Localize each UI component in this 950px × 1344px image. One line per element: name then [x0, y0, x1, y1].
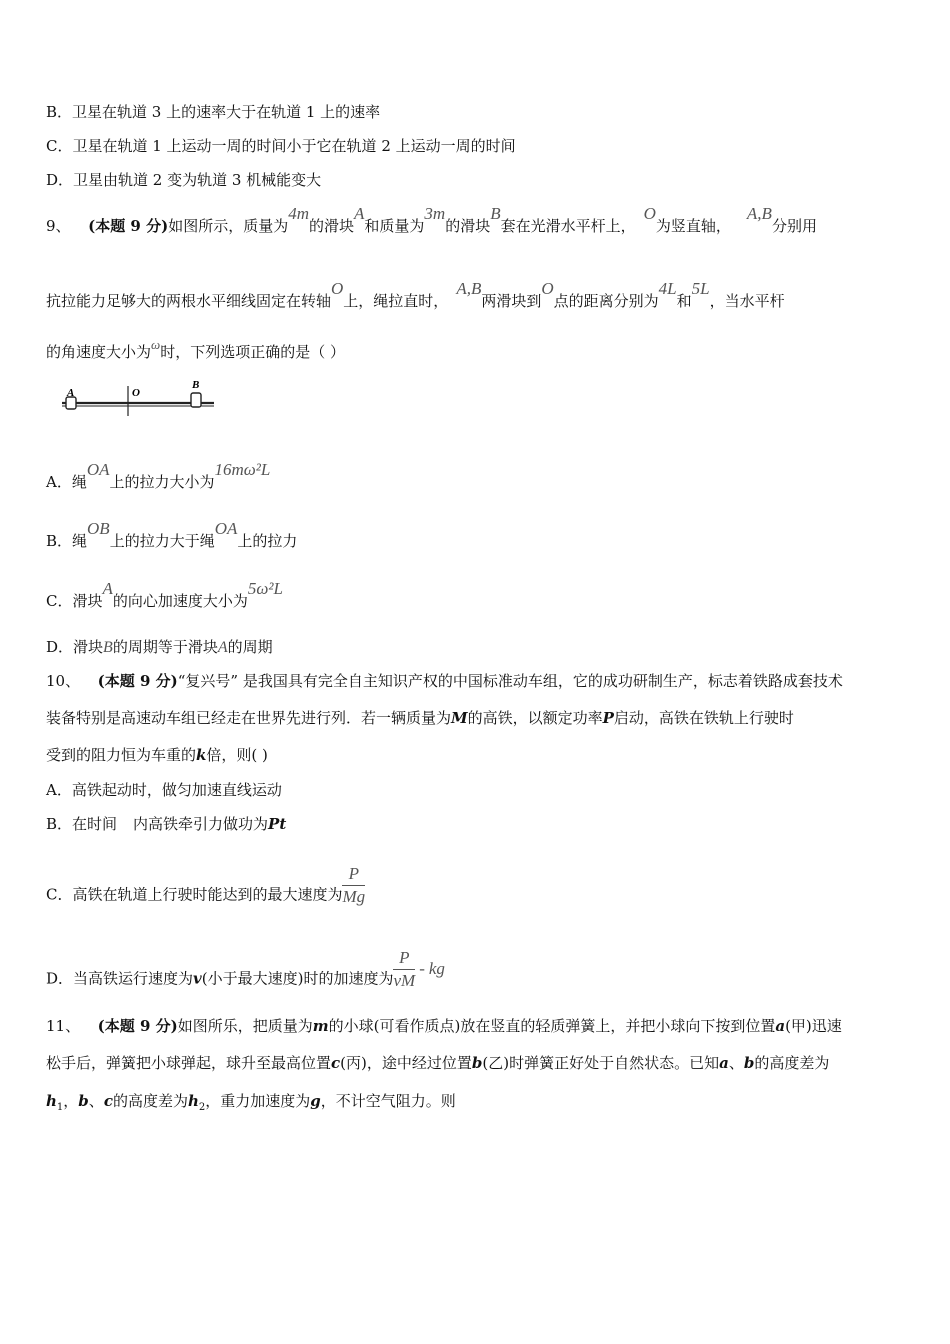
acceleration-fraction: $\frac{P}{vM}$: [393, 948, 416, 990]
q9-option-c: C．滑块A的向心加速度大小为5ω²L: [46, 579, 283, 610]
q10-option-d: D．当高铁运行速度为v(小于最大速度)时的加速度为 $\frac{P}{vM}$ - kg: [46, 948, 445, 990]
q10-stem-line3: 受到的阻力恒为车重的k倍，则( ): [46, 746, 268, 764]
q11-stem-line2: 松手后，弹簧把小球弹起，球升至最高位置c(丙)，途中经过位置b(乙)时弹簧正好处于自然状态。已知a、b的高度差为: [46, 1054, 830, 1072]
q9-option-b: B．绳OB上的拉力大于绳OA上的拉力: [46, 519, 298, 550]
question-number: 11、: [46, 1017, 81, 1035]
q9-option-d: D．滑块B的周期等于滑块A的周期: [46, 638, 273, 656]
question-score: (本题 9 分): [88, 217, 169, 235]
q9-option-a: A．绳OA上的拉力大小为16mω²L: [46, 460, 271, 491]
q8-option-c: C．卫星在轨道 1 上运动一周的时间小于它在轨道 2 上运动一周的时间: [46, 137, 516, 155]
question-number: 10、: [46, 672, 81, 690]
q10-option-b: B．在时间 内高铁牵引力做功为Pt: [46, 815, 287, 833]
q11-stem-line3: $h_1$，b、c的高度差为$h_2$，重力加速度为g，不计空气阻力。则: [46, 1092, 456, 1113]
question-number: 9、: [46, 217, 71, 235]
q10-stem-line2: 装备特别是高速动车组已经走在世界先进行列．若一辆质量为M的高铁，以额定功率P启动，高铁在铁轨上行驶时: [46, 709, 794, 727]
q9-stem-line2: 抗拉能力足够大的两根水平细线固定在转轴O上，绳拉直时，A,B两滑块到O点的距离分别为4L和5L，当水平杆: [46, 279, 785, 310]
q10-stem-line1: 10、 (本题 9 分)“复兴号” 是我国具有完全自主知识产权的中国标准动车组，它的成功研制生产，标志着铁路成套技术: [46, 672, 843, 690]
q9-stem-line3: 的角速度大小为ω时，下列选项正确的是（ ）: [46, 337, 345, 361]
label-b: B: [192, 379, 200, 391]
q9-stem-line1: 9、 (本题 9 分)如图所示，质量为4m的滑块A和质量为3m的滑块B套在光滑水平杆上，O为竖直轴，A,B分别用: [46, 204, 817, 235]
label-o: O: [132, 387, 140, 399]
max-speed-fraction: $\frac{P}{Mg}$: [342, 864, 366, 906]
q11-stem-line1: 11、 (本题 9 分)如图所乐，把质量为m的小球(可看作质点)放在竖直的轻质弹簧上，并把小球向下按到位置a(甲)迅速: [46, 1017, 842, 1035]
q8-option-b: B．卫星在轨道 3 上的速率大于在轨道 1 上的速率: [46, 103, 381, 121]
q10-option-a: A．高铁起动时，做匀加速直线运动: [46, 781, 282, 799]
question-score: (本题 9 分): [97, 672, 178, 690]
q8-option-d: D．卫星由轨道 2 变为轨道 3 机械能变大: [46, 171, 322, 189]
label-a: A: [67, 387, 75, 399]
slider-b: [191, 393, 201, 407]
q10-option-c: C．高铁在轨道上行驶时能达到的最大速度为 $\frac{P}{Mg}$: [46, 864, 366, 906]
rotating-rod-figure: [58, 376, 218, 418]
question-score: (本题 9 分): [97, 1017, 178, 1035]
